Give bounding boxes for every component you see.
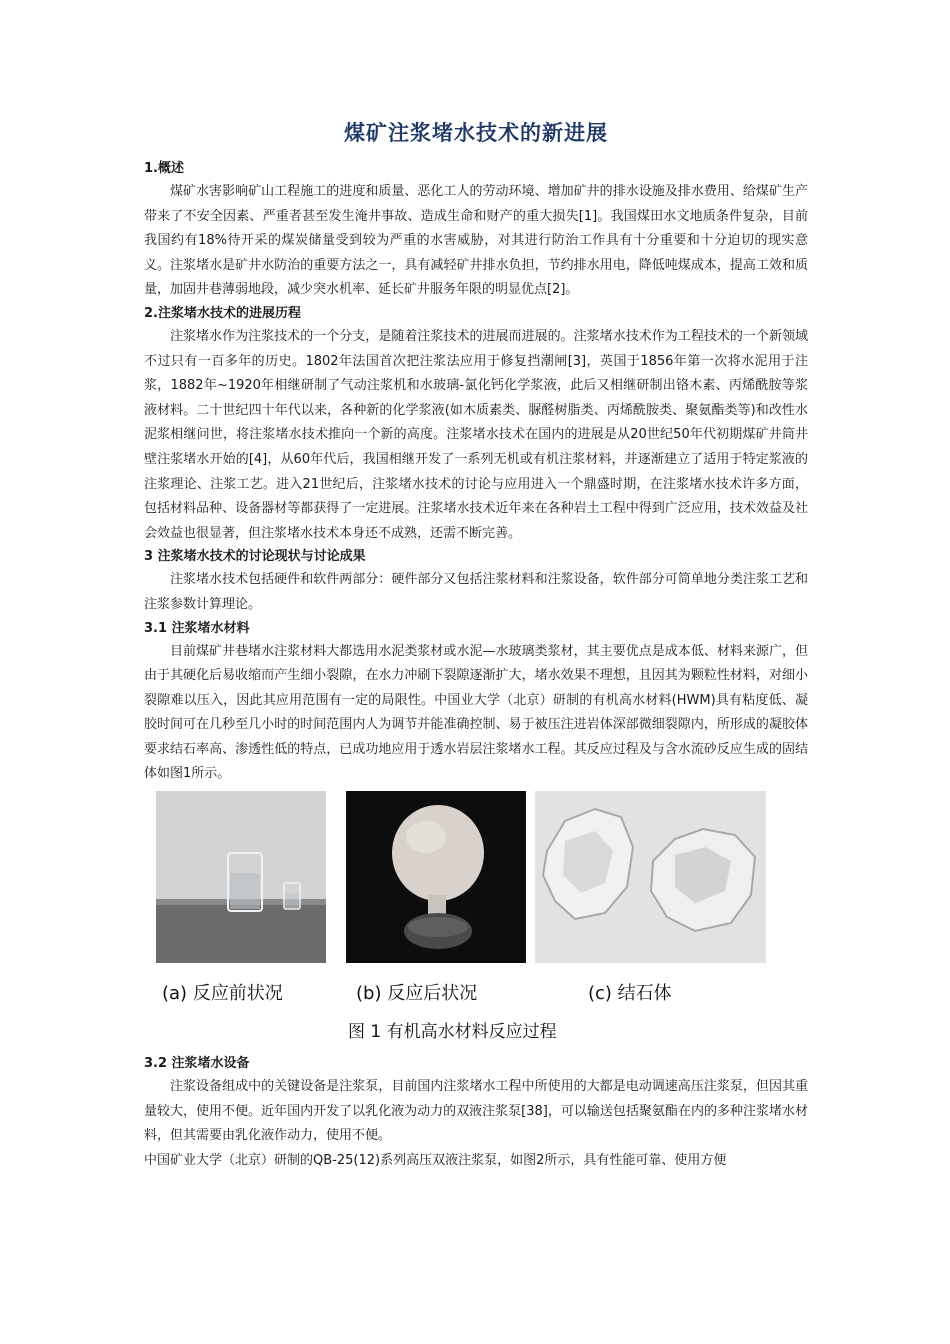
figure-caption-a: (a) 反应前状况	[162, 983, 283, 1005]
section-heading-materials: 3.1 注浆堵水材料	[144, 620, 250, 636]
paragraph-equipment: 注浆设备组成中的关键设备是注浆泵，目前国内注浆堵水工程中所使用的大都是电动调速高压注浆泵，但因其重量较大，使用不便。近年国内开发了以乳化液为动力的双液注浆泵[38]，可以输送包括聚氨酯在内的多种注浆堵水材料，但其需要由乳化液作动力，使用不便。	[144, 1079, 808, 1144]
section-heading-status: 3 注浆堵水技术的讨论现状与讨论成果	[144, 549, 366, 565]
photo-stone-bodies	[535, 791, 766, 963]
figure-1	[144, 791, 808, 1053]
figure-caption-c: (c) 结石体	[588, 983, 672, 1005]
photo-after-reaction	[346, 791, 526, 963]
document-page	[144, 118, 808, 1173]
document-title: 煤矿注浆堵水技术的新进展	[344, 121, 608, 145]
paragraph-overview: 煤矿水害影响矿山工程施工的进度和质量、恶化工人的劳动环境、增加矿井的排水设施及排水费用、给煤矿生产带来了不安全因素、严重者甚至发生淹井事故、造成生命和财产的重大损失[1]。我国煤田水文地质条件复杂，目前我国约有18%待开采的煤炭储量受到较为严重的水害威胁，对其进行防治工作具有十分重要和十分迫切的现实意义。注浆堵水是矿井水防治的重要方法之一，具有减轻矿井排水负担，节约排水用电，降低吨煤成本，提高工效和质量，加固井巷薄弱地段，减少突水机率、延长矿井服务年限的明显优点[2]。	[144, 184, 808, 298]
photo-before-reaction	[156, 791, 326, 963]
section-heading-equipment: 3.2 注浆堵水设备	[144, 1056, 250, 1072]
paragraph-equipment-continued: 中国矿业大学（北京）研制的QB-25(12)系列高压双液注浆泵，如图2所示，具有性能可靠、使用方便	[144, 1152, 727, 1168]
figure-title: 图 1 有机高水材料反应过程	[348, 1022, 557, 1043]
paragraph-history: 注浆堵水作为注浆技术的一个分支，是随着注浆技术的进展而进展的。注浆堵水技术作为工程技术的一个新领域不过只有一百多年的历史。1802年法国首次把注浆法应用于修复挡潮闸[3]，英国于1856年第一次将水泥用于注浆，1882年~1920年相继研制了气动注浆机和水玻璃-氯化钙化学浆液，此后又相继研制出铬木素、丙烯酰胺等浆液材料。二十世纪四十年代以来，各种新的化学浆液(如木质素类、脲醛树脂类、丙烯酰胺类、聚氨酯类等)和改性水泥浆相继问世，将注浆堵水技术推向一个新的高度。注浆堵水技术在国内的进展是从20世纪50年代初期煤矿井筒井壁注浆堵水开始的[4]，从60年代后，我国相继开发了一系列无机或有机注浆材料，并逐渐建立了适用于特定浆液的注浆理论、注浆工艺。进入21世纪后，注浆堵水技术的讨论与应用进入一个鼎盛时期，在注浆堵水技术许多方面，包括材料品种、设备器材等都获得了一定进展。注浆堵水技术近年来在各种岩土工程中得到广泛应用，技术效益及社会效益也很显著，但注浆堵水技术本身还不成熟，还需不断完善。	[144, 328, 808, 541]
paragraph-status: 注浆堵水技术包括硬件和软件两部分：硬件部分又包括注浆材料和注浆设备，软件部分可简单地分类注浆工艺和注浆参数计算理论。	[144, 572, 808, 612]
paragraph-materials: 目前煤矿井巷堵水注浆材料大都选用水泥类浆材或水泥—水玻璃类浆材，其主要优点是成本低、材料来源广，但由于其硬化后易收缩而产生细小裂隙，在水力冲刷下裂隙逐渐扩大，堵水效果不理想，且因其为颗粒性材料，对细小裂隙难以压入，因此其应用范围有一定的局限性。中国业大学（北京）研制的有机高水材料(HWM)具有粘度低、凝胶时间可在几秒至几小时的时间范围内人为调节并能准确控制、易于被压注进岩体深部微细裂隙内，所形成的凝胶体要求结石率高、渗透性低的特点，已成功地应用于透水岩层注浆堵水工程。其反应过程及与含水流砂反应生成的固结体如图1所示。	[144, 643, 808, 782]
figure-caption-b: (b) 反应后状况	[356, 983, 478, 1005]
section-heading-history: 2.注浆堵水技术的进展历程	[144, 305, 301, 321]
section-heading-overview: 1.概述	[144, 161, 184, 176]
